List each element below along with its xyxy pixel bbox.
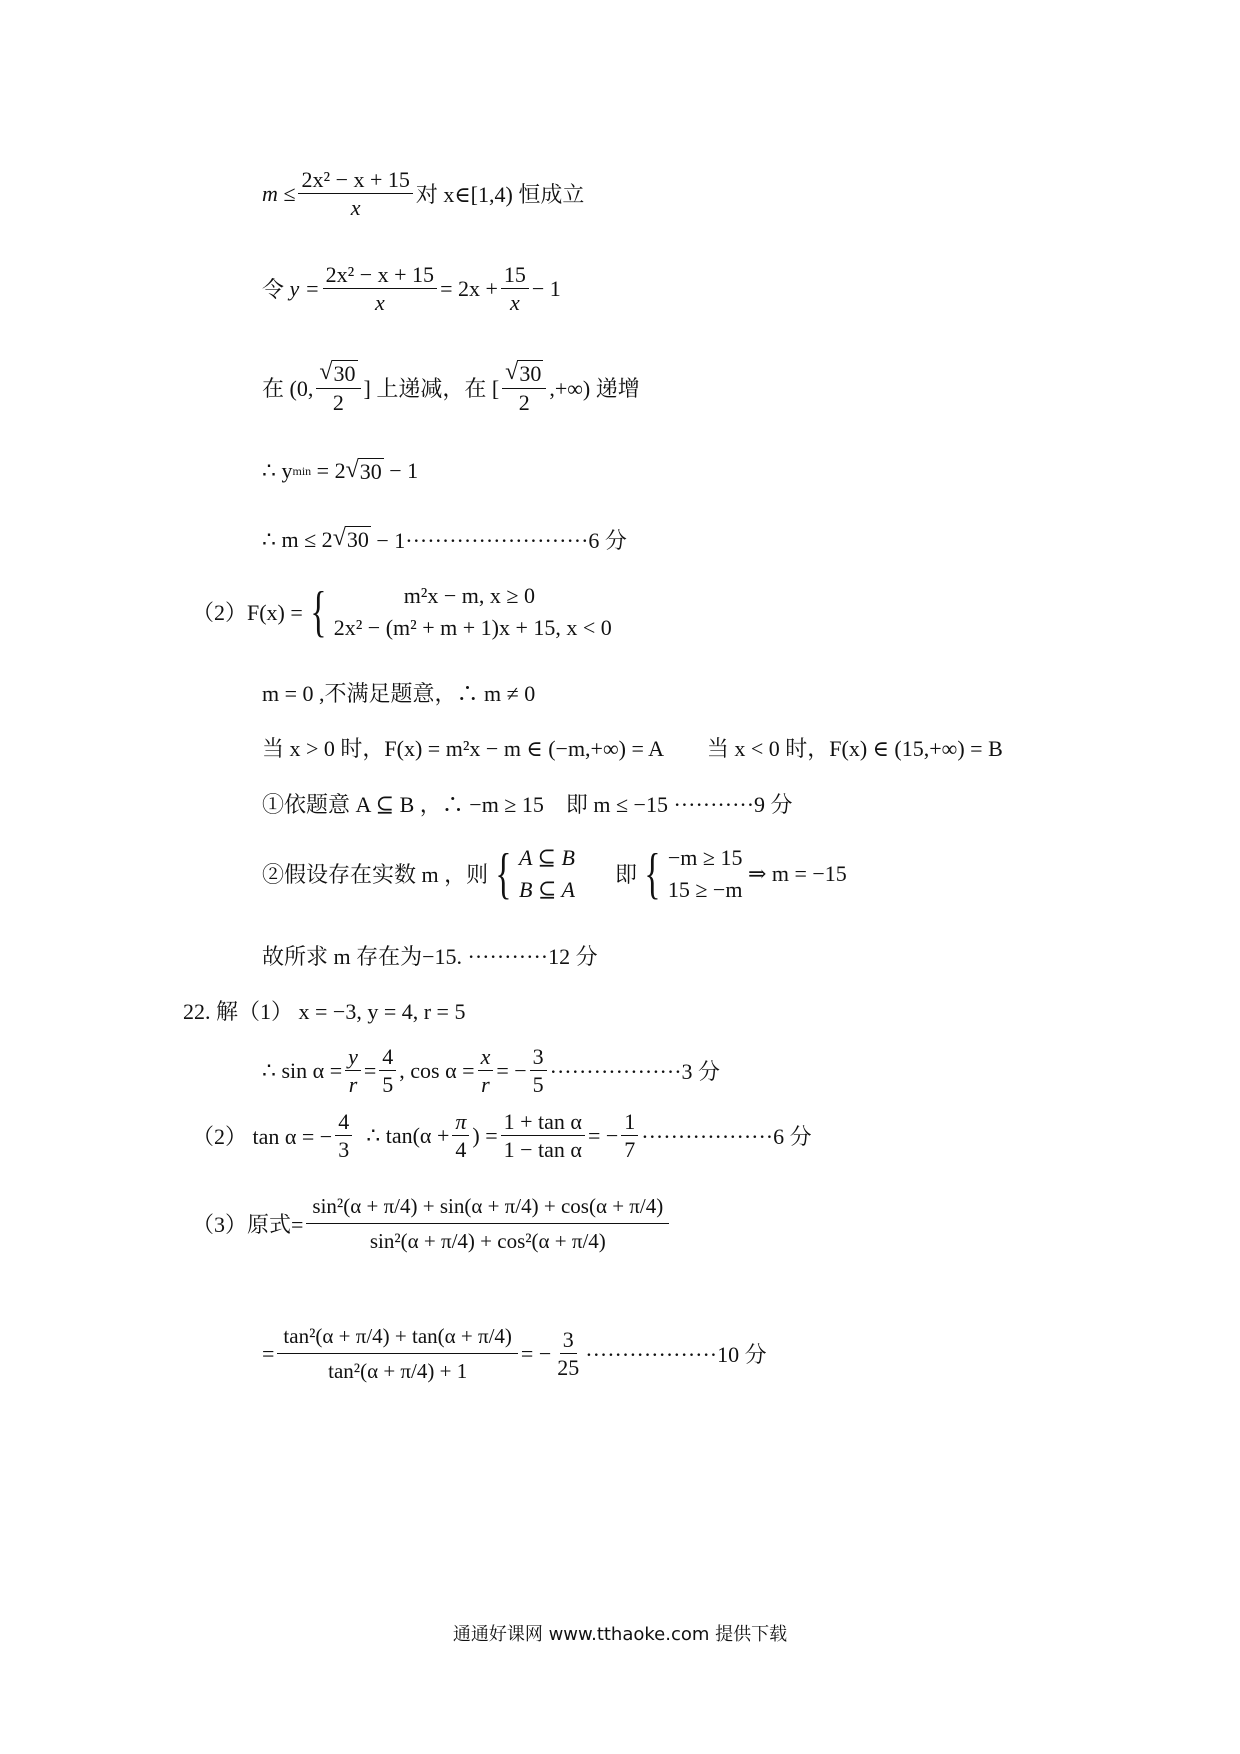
line-9: ①依题意 A ⊆ B ，∴ −m ≥ 15 即 m ≤ −15 ···········9 分 xyxy=(262,792,793,817)
line-13: ∴ sin α = $\frac{y}{r}$ = $\frac{4}{5}$ , cos α = $\frac{x}{r}$ = − $\frac{3}{5}$ ··················3 分 xyxy=(262,1044,721,1098)
fraction: √ 30 2 xyxy=(502,360,546,414)
sqrt: √ 30 xyxy=(332,525,369,553)
line-10: ②假设存在实数 m ，则 { A ⊆ B B ⊆ A 即 { −m ≥ 15 15 ≥ −m ⇒ m = −15 xyxy=(262,842,847,905)
line-1 xyxy=(262,168,584,219)
fraction: $\frac{15}{x}$ xyxy=(501,263,529,314)
line-16: = $\frac{\text{tan²(α + π/4) + tan(α + π/4)}}{\text{tan²(α + π/4) + 1}}$ = − $\frac{3}{25}$ ··················10 分 xyxy=(262,1324,767,1384)
text: 对 x∈[1,4) 恒成立 xyxy=(415,182,585,208)
line-7: m = 0 ,不满足题意，∴ m ≠ 0 xyxy=(262,681,536,706)
footer: 通通好课网 www.tthaoke.com 提供下载 xyxy=(452,1624,788,1645)
line-2: 令 y = $\frac{\text{2x² − x + 15}}{x}$ = 2x + $\frac{15}{x}$ − 1 xyxy=(262,262,561,316)
cases: m²x − m, x ≥ 0 2x² − (m² + m + 1)x + 15, x < 0 xyxy=(333,583,612,640)
line-8: 当 x > 0 时，F(x) = m²x − m ∈ (−m,+∞) = A 当 x < 0 时，F(x) ∈ (15,+∞) = B xyxy=(262,736,1003,761)
sqrt: √ 30 xyxy=(345,457,382,484)
fraction: $\frac{\text{2x² − x + 15}}{x}$ xyxy=(323,263,437,314)
line-11: 故所求 m 存在为−15. ···········12 分 xyxy=(262,944,598,969)
line-6: （2）F(x) = { m²x − m, x ≥ 0 2x² − (m² + m + 1)x + 15, x < 0 xyxy=(192,580,612,643)
brace: { xyxy=(310,580,327,643)
big-fraction: $\frac{\text{tan²(α + π/4) + tan(α + π/4)}}{\text{tan²(α + π/4) + 1}}$ xyxy=(277,1325,518,1382)
fraction: √ 30 2 xyxy=(316,360,360,414)
big-fraction: $\frac{\text{sin²(α + π/4) + sin(α + π/4) + cos(α + π/4)}}{\text{sin²(α + π/4) + cos²(α + π/4)}}$ xyxy=(306,1195,669,1252)
line-15: （3）原式= $\frac{\text{sin²(α + π/4) + sin(α + π/4) + cos(α + π/4)}}{\text{sin²(α + π/4) + cos²(α + π/4)}}$ xyxy=(192,1195,672,1252)
line-5: ∴ m ≤ 2 √ 30 − 1·························6 分 xyxy=(262,525,627,553)
line-12: 22. 解（1） x = −3, y = 4, r = 5 xyxy=(183,999,466,1024)
line-3: 在 (0, √ 30 2 ] 上递减，在 [ √ 30 2 ,+∞) 递增 xyxy=(262,359,640,416)
m-le: m ≤ xyxy=(262,180,296,206)
line-4: ∴ y min = 2 √ 30 − 1 xyxy=(262,457,419,484)
line-14: （2） tan α = − $\frac{4}{3}$ ∴ tan(α + $\frac{\pi}{4}$ ) = $\frac{\text{1 + tan α}}{\text{1 − tan α}}$ = − $\frac{1}{7}$ ··················6 分 xyxy=(192,1109,812,1163)
fraction: $\frac{\text{2x² − x + 15}}{x}$ xyxy=(298,168,412,219)
